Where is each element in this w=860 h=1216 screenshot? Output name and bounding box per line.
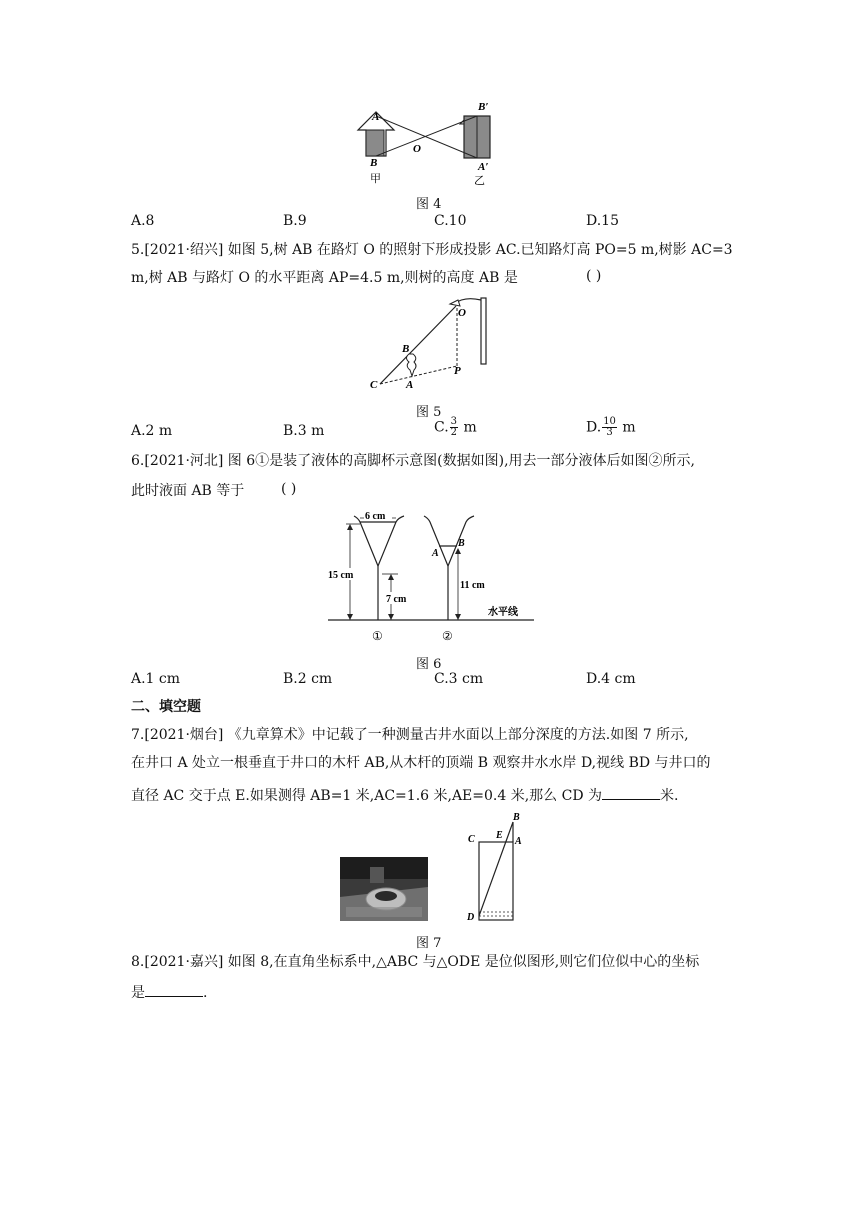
q8-text-line2 — [131, 982, 207, 1003]
q6-answer-paren: ( ) — [281, 481, 297, 497]
fig6-label-A: A — [432, 548, 439, 559]
q5-option-c-denominator: 2 — [450, 427, 458, 438]
q8-answer-blank[interactable] — [145, 982, 203, 997]
fig5-label-A: A — [406, 379, 414, 391]
fig6-label-B: B — [458, 538, 465, 549]
fig5-label-C: C — [370, 379, 378, 391]
q8-text-line2-end: . — [203, 985, 208, 1001]
fig4-label-Bprime: B′ — [478, 101, 489, 113]
q7-text-line3 — [131, 785, 678, 806]
q8-text-line2-main: 是 — [131, 985, 145, 1001]
q5-text-line2: m,树 AB 与路灯 O 的水平距离 AP=4.5 m,则树的高度 AB 是 — [131, 270, 518, 286]
figure-6 — [328, 506, 534, 650]
fig4-label-Aprime: A′ — [478, 161, 489, 173]
q5-option-d-numerator: 10 — [603, 416, 616, 427]
section-heading: 二、填空题 — [131, 699, 201, 715]
fig6-label-6cm: 6 cm — [365, 511, 386, 522]
q5-option-a: A.2 m — [131, 423, 173, 439]
q6-text-line1: 6.[2021·河北] 图 6①是装了液体的高脚杯示意图(数据如图),用去一部分液体后如图②所示, — [131, 453, 695, 469]
fig4-label-B: B — [370, 157, 378, 169]
q5-answer-paren: ( ) — [586, 268, 602, 284]
figure-4-caption: 图 4 — [416, 197, 442, 212]
q6-option-a: A.1 cm — [131, 671, 181, 687]
fig6-label-11cm: 11 cm — [460, 580, 485, 591]
fig4-label-A: A — [372, 111, 380, 123]
q4-option-d: D.15 — [586, 213, 619, 229]
figure-6-caption: 图 6 — [416, 657, 442, 672]
figure-5-caption: 图 5 — [416, 405, 442, 420]
fig4-label-jia: 甲 — [370, 173, 381, 185]
q5-option-c-numerator: 3 — [450, 416, 458, 427]
q6-text-line2: 此时液面 AB 等于 — [131, 483, 245, 499]
fig7-label-C: C — [468, 834, 475, 845]
fig4-label-O: O — [413, 143, 421, 155]
q7-answer-blank[interactable] — [602, 785, 660, 800]
fig6-label-circle1: ① — [372, 629, 383, 643]
figure-5 — [368, 294, 498, 398]
q5-text-line1: 5.[2021·绍兴] 如图 5,树 AB 在路灯 O 的照射下形成投影 AC.已知路灯高 PO=5 m,树影 AC=3 — [131, 242, 733, 258]
q5-option-d-unit: m — [622, 419, 636, 436]
fig6-label-7cm: 7 cm — [386, 594, 407, 605]
q7-text-line1: 7.[2021·烟台] 《九章算术》中记载了一种测量古井水面以上部分深度的方法.如图 7 所示, — [131, 727, 689, 743]
figure-4 — [350, 98, 510, 190]
q7-text-line3-unit: 米. — [660, 788, 679, 804]
q5-option-d — [586, 417, 636, 438]
fig6-label-15cm: 15 cm — [328, 570, 354, 581]
q7-text-line2: 在井口 A 处立一根垂直于井口的木杆 AB,从木杆的顶端 B 观察井水水岸 D,视线 BD 与井口的 — [131, 755, 711, 771]
q7-text-line3-main: 直径 AC 交于点 E.如果测得 AB=1 米,AC=1.6 米,AE=0.4 米,那么 CD 为 — [131, 788, 603, 804]
q5-option-d-denominator: 3 — [606, 427, 613, 438]
q5-option-d-fraction — [602, 417, 617, 438]
fig7-label-A: A — [515, 836, 522, 847]
fig7-label-B: B — [513, 812, 520, 823]
q5-option-c-prefix: C. — [434, 419, 449, 436]
figure-7 — [462, 808, 524, 926]
q5-option-d-prefix: D. — [586, 419, 602, 436]
fig5-label-O: O — [458, 307, 466, 319]
q4-option-b: B.9 — [283, 213, 307, 229]
q5-option-c-fraction — [450, 417, 458, 438]
fig6-label-horizon: 水平线 — [488, 607, 518, 618]
fig5-label-B: B — [402, 343, 410, 355]
q6-option-d: D.4 cm — [586, 671, 636, 687]
fig5-label-P: P — [454, 365, 461, 377]
fig7-label-D: D — [467, 912, 475, 923]
fig6-label-circle2: ② — [442, 629, 453, 643]
q5-option-c-unit: m — [463, 419, 477, 436]
q4-option-a: A.8 — [131, 213, 155, 229]
q8-text-line1: 8.[2021·嘉兴] 如图 8,在直角坐标系中,△ABC 与△ODE 是位似图形,则它们位似中心的坐标 — [131, 954, 700, 970]
fig4-label-yi: 乙 — [474, 175, 485, 187]
figure-7-caption: 图 7 — [416, 936, 442, 951]
q5-option-c — [434, 417, 477, 438]
q6-option-c: C.3 cm — [434, 671, 484, 687]
fig7-label-E: E — [496, 830, 503, 841]
q5-option-b: B.3 m — [283, 423, 325, 439]
q4-option-c: C.10 — [434, 213, 467, 229]
q6-option-b: B.2 cm — [283, 671, 333, 687]
well-photo — [340, 857, 428, 921]
